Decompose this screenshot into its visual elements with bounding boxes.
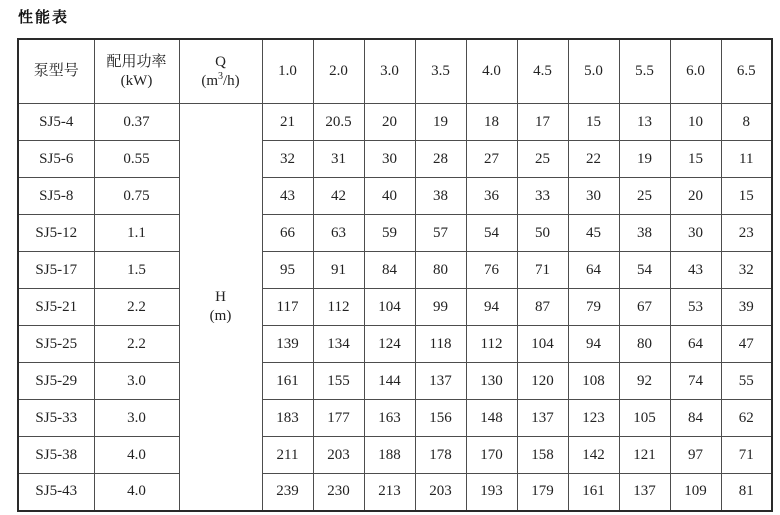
header-flow-value: 6.0 — [670, 39, 721, 104]
head-value-cell: 112 — [466, 326, 517, 363]
head-h-cell — [179, 104, 262, 511]
head-value-cell: 32 — [721, 252, 772, 289]
head-value-cell: 54 — [619, 252, 670, 289]
pump-model-cell: SJ5-4 — [18, 104, 94, 141]
head-value-cell: 40 — [364, 178, 415, 215]
head-value-cell: 71 — [517, 252, 568, 289]
head-value-cell: 74 — [670, 363, 721, 400]
head-value-cell: 203 — [415, 474, 466, 511]
head-value-cell: 87 — [517, 289, 568, 326]
head-value-cell: 193 — [466, 474, 517, 511]
head-value-cell: 25 — [517, 141, 568, 178]
head-value-cell: 91 — [313, 252, 364, 289]
head-value-cell: 59 — [364, 215, 415, 252]
head-value-cell: 108 — [568, 363, 619, 400]
rated-power-cell: 1.1 — [94, 215, 179, 252]
pump-model-cell: SJ5-33 — [18, 400, 94, 437]
head-value-cell: 66 — [262, 215, 313, 252]
pump-model-cell: SJ5-12 — [18, 215, 94, 252]
head-value-cell: 155 — [313, 363, 364, 400]
head-value-cell: 54 — [466, 215, 517, 252]
header-pump-model: 泵型号 — [18, 39, 94, 104]
head-value-cell: 15 — [721, 178, 772, 215]
table-body — [18, 104, 772, 511]
pump-model-cell: SJ5-21 — [18, 289, 94, 326]
rated-power-cell: 3.0 — [94, 363, 179, 400]
head-value-cell: 27 — [466, 141, 517, 178]
table-row — [18, 215, 772, 252]
head-value-cell: 43 — [262, 178, 313, 215]
head-value-cell: 23 — [721, 215, 772, 252]
header-rated-power-label: 配用功率 — [106, 53, 167, 70]
head-value-cell: 80 — [415, 252, 466, 289]
head-value-cell: 22 — [568, 141, 619, 178]
pump-model-cell: SJ5-43 — [18, 474, 94, 511]
head-value-cell: 71 — [721, 437, 772, 474]
head-value-cell: 183 — [262, 400, 313, 437]
header-flow-q — [179, 39, 262, 104]
rated-power-cell: 1.5 — [94, 252, 179, 289]
head-value-cell: 188 — [364, 437, 415, 474]
head-value-cell: 33 — [517, 178, 568, 215]
head-value-cell: 161 — [568, 474, 619, 511]
header-flow-value: 3.5 — [415, 39, 466, 104]
rated-power-cell: 3.0 — [94, 400, 179, 437]
rated-power-cell: 0.37 — [94, 104, 179, 141]
header-rated-power-unit: (kW) — [120, 72, 153, 89]
pump-model-cell: SJ5-25 — [18, 326, 94, 363]
table-row — [18, 474, 772, 511]
header-row — [18, 39, 772, 104]
head-value-cell: 142 — [568, 437, 619, 474]
table-row — [18, 141, 772, 178]
header-flow-value: 6.5 — [721, 39, 772, 104]
head-value-cell: 15 — [568, 104, 619, 141]
table-row — [18, 104, 772, 141]
head-value-cell: 20 — [364, 104, 415, 141]
head-value-cell: 130 — [466, 363, 517, 400]
head-value-cell: 104 — [364, 289, 415, 326]
page-title: 性能表 — [18, 10, 70, 26]
head-value-cell: 30 — [670, 215, 721, 252]
performance-table — [17, 38, 773, 512]
head-value-cell: 64 — [568, 252, 619, 289]
head-value-cell: 117 — [262, 289, 313, 326]
header-flow-value: 5.0 — [568, 39, 619, 104]
head-value-cell: 134 — [313, 326, 364, 363]
head-value-cell: 18 — [466, 104, 517, 141]
head-value-cell: 20.5 — [313, 104, 364, 141]
head-value-cell: 43 — [670, 252, 721, 289]
head-value-cell: 50 — [517, 215, 568, 252]
head-value-cell: 79 — [568, 289, 619, 326]
head-value-cell: 20 — [670, 178, 721, 215]
head-value-cell: 15 — [670, 141, 721, 178]
head-value-cell: 84 — [364, 252, 415, 289]
head-value-cell: 38 — [619, 215, 670, 252]
head-value-cell: 97 — [670, 437, 721, 474]
head-value-cell: 94 — [466, 289, 517, 326]
head-value-cell: 39 — [721, 289, 772, 326]
head-value-cell: 177 — [313, 400, 364, 437]
header-flow-value: 5.5 — [619, 39, 670, 104]
head-value-cell: 137 — [619, 474, 670, 511]
q-unit-exponent: 3 — [218, 70, 223, 82]
head-value-cell: 13 — [619, 104, 670, 141]
rated-power-cell: 0.55 — [94, 141, 179, 178]
head-value-cell: 30 — [568, 178, 619, 215]
table-row — [18, 326, 772, 363]
head-value-cell: 80 — [619, 326, 670, 363]
head-value-cell: 11 — [721, 141, 772, 178]
table-row — [18, 289, 772, 326]
head-value-cell: 84 — [670, 400, 721, 437]
head-value-cell: 19 — [619, 141, 670, 178]
head-value-cell: 63 — [313, 215, 364, 252]
head-value-cell: 21 — [262, 104, 313, 141]
head-value-cell: 148 — [466, 400, 517, 437]
head-value-cell: 25 — [619, 178, 670, 215]
header-flow-value: 3.0 — [364, 39, 415, 104]
head-value-cell: 112 — [313, 289, 364, 326]
head-value-cell: 137 — [415, 363, 466, 400]
head-value-cell: 10 — [670, 104, 721, 141]
head-value-cell: 121 — [619, 437, 670, 474]
head-value-cell: 8 — [721, 104, 772, 141]
head-value-cell: 30 — [364, 141, 415, 178]
head-value-cell: 94 — [568, 326, 619, 363]
pump-model-cell: SJ5-38 — [18, 437, 94, 474]
head-value-cell: 213 — [364, 474, 415, 511]
head-value-cell: 38 — [415, 178, 466, 215]
head-value-cell: 55 — [721, 363, 772, 400]
head-value-cell: 158 — [517, 437, 568, 474]
table-row — [18, 400, 772, 437]
head-value-cell: 124 — [364, 326, 415, 363]
h-symbol: H — [215, 289, 226, 305]
q-symbol: Q — [215, 53, 226, 70]
table-row — [18, 437, 772, 474]
head-value-cell: 203 — [313, 437, 364, 474]
head-value-cell: 137 — [517, 400, 568, 437]
head-value-cell: 45 — [568, 215, 619, 252]
head-value-cell: 67 — [619, 289, 670, 326]
head-value-cell: 95 — [262, 252, 313, 289]
head-value-cell: 64 — [670, 326, 721, 363]
header-flow-value: 1.0 — [262, 39, 313, 104]
head-value-cell: 170 — [466, 437, 517, 474]
head-value-cell: 104 — [517, 326, 568, 363]
header-flow-value: 4.5 — [517, 39, 568, 104]
head-value-cell: 28 — [415, 141, 466, 178]
head-value-cell: 139 — [262, 326, 313, 363]
head-value-cell: 179 — [517, 474, 568, 511]
head-value-cell: 36 — [466, 178, 517, 215]
rated-power-cell: 2.2 — [94, 326, 179, 363]
head-value-cell: 47 — [721, 326, 772, 363]
head-value-cell: 144 — [364, 363, 415, 400]
head-value-cell: 230 — [313, 474, 364, 511]
head-value-cell: 17 — [517, 104, 568, 141]
head-value-cell: 178 — [415, 437, 466, 474]
table-row — [18, 178, 772, 215]
header-flow-value: 4.0 — [466, 39, 517, 104]
head-value-cell: 57 — [415, 215, 466, 252]
head-value-cell: 53 — [670, 289, 721, 326]
head-value-cell: 118 — [415, 326, 466, 363]
head-value-cell: 123 — [568, 400, 619, 437]
header-rated-power — [94, 39, 179, 104]
h-unit: (m) — [209, 307, 232, 324]
head-value-cell: 120 — [517, 363, 568, 400]
head-value-cell: 109 — [670, 474, 721, 511]
head-value-cell: 161 — [262, 363, 313, 400]
rated-power-cell: 2.2 — [94, 289, 179, 326]
head-value-cell: 211 — [262, 437, 313, 474]
pump-model-cell: SJ5-8 — [18, 178, 94, 215]
head-value-cell: 81 — [721, 474, 772, 511]
head-value-cell: 156 — [415, 400, 466, 437]
q-unit: $(m^3/h)$ — [201, 70, 240, 89]
rated-power-cell: 4.0 — [94, 474, 179, 511]
table-row — [18, 363, 772, 400]
head-value-cell: 76 — [466, 252, 517, 289]
head-value-cell: 163 — [364, 400, 415, 437]
head-value-cell: 99 — [415, 289, 466, 326]
head-value-cell: 42 — [313, 178, 364, 215]
head-value-cell: 32 — [262, 141, 313, 178]
head-value-cell: 19 — [415, 104, 466, 141]
table-row — [18, 252, 772, 289]
head-value-cell: 62 — [721, 400, 772, 437]
rated-power-cell: 4.0 — [94, 437, 179, 474]
rated-power-cell: 0.75 — [94, 178, 179, 215]
head-value-cell: 105 — [619, 400, 670, 437]
header-flow-value: 2.0 — [313, 39, 364, 104]
head-value-cell: 31 — [313, 141, 364, 178]
pump-model-cell: SJ5-6 — [18, 141, 94, 178]
head-value-cell: 239 — [262, 474, 313, 511]
head-value-cell: 92 — [619, 363, 670, 400]
pump-model-cell: SJ5-17 — [18, 252, 94, 289]
pump-model-cell: SJ5-29 — [18, 363, 94, 400]
